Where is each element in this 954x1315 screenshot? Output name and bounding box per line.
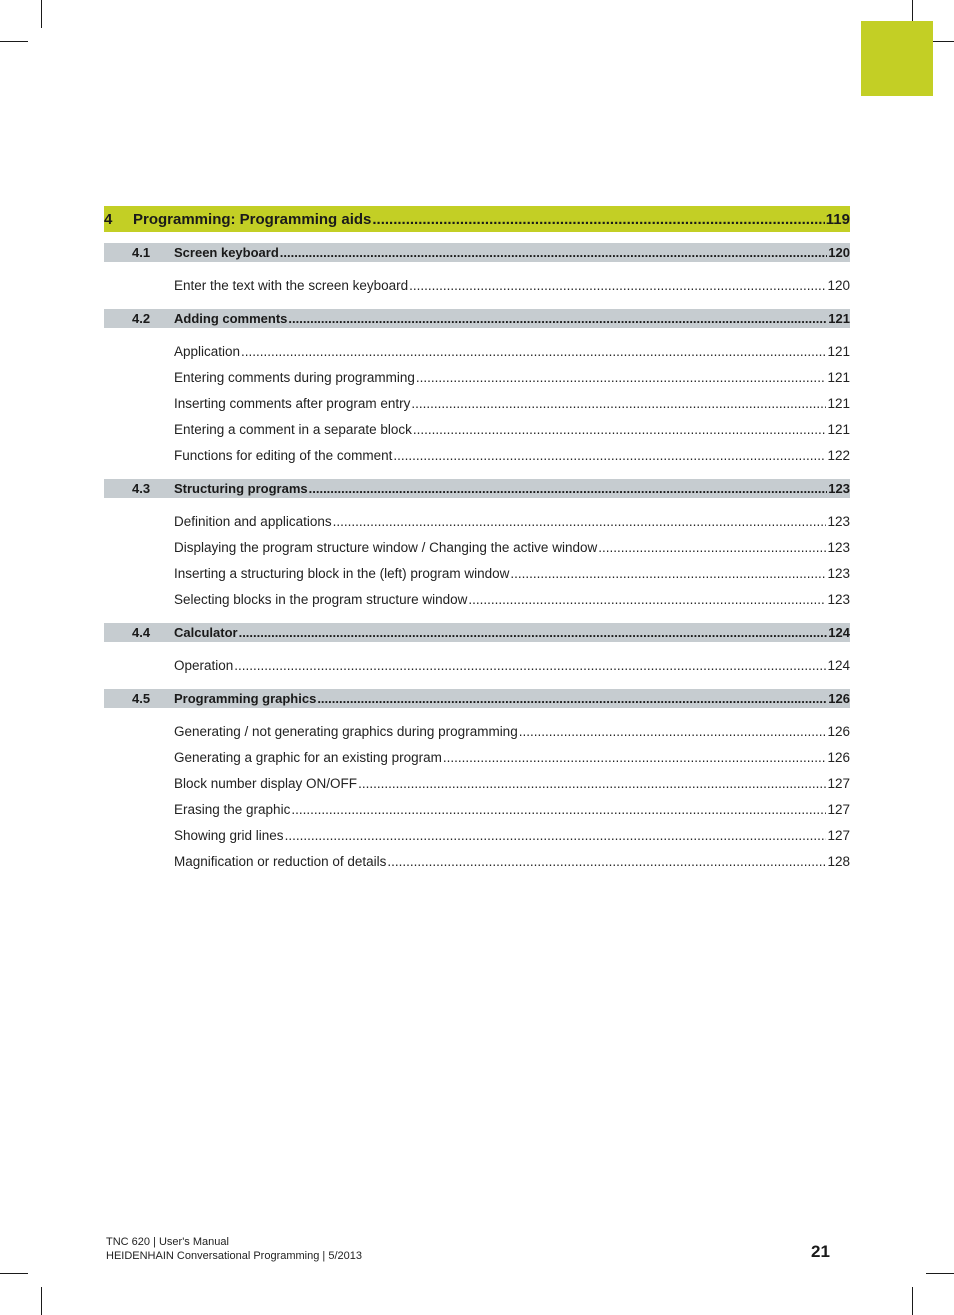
entry-page: 123 — [827, 513, 850, 529]
section-heading[interactable] — [104, 479, 850, 498]
leader-dots — [510, 566, 826, 581]
leader-dots — [416, 370, 827, 385]
entry-title: Application — [174, 343, 241, 359]
toc-entry[interactable] — [104, 718, 850, 744]
entry-page: 121 — [827, 421, 850, 437]
entry-page: 122 — [827, 447, 850, 463]
toc-entry[interactable] — [104, 796, 850, 822]
section-page: 124 — [828, 625, 850, 640]
entry-title: Functions for editing of the comment — [174, 447, 393, 463]
crop-mark — [926, 1273, 954, 1274]
leader-dots — [288, 311, 827, 326]
leader-dots — [372, 211, 824, 228]
entry-page: 127 — [827, 801, 850, 817]
crop-mark — [0, 1273, 28, 1274]
section-number: 4.2 — [132, 311, 151, 326]
section-list — [104, 243, 850, 874]
leader-dots — [411, 396, 826, 411]
section-number: 4.4 — [132, 625, 151, 640]
crop-mark — [0, 41, 28, 42]
leader-dots — [239, 625, 828, 640]
entry-page: 127 — [827, 775, 850, 791]
entry-title: Selecting blocks in the program structure window — [174, 591, 468, 607]
toc-entry[interactable] — [104, 822, 850, 848]
chapter-tab-marker — [861, 21, 933, 96]
entry-title: Inserting comments after program entry — [174, 395, 411, 411]
leader-dots — [409, 278, 826, 293]
entry-list — [104, 642, 850, 678]
section-heading[interactable] — [104, 309, 850, 328]
crop-mark — [912, 1287, 913, 1315]
leader-dots — [598, 540, 826, 555]
toc-entry[interactable] — [104, 848, 850, 874]
entry-title: Operation — [174, 657, 234, 673]
entry-page: 121 — [827, 369, 850, 385]
toc-entry[interactable] — [104, 508, 850, 534]
toc-entry[interactable] — [104, 338, 850, 364]
crop-mark — [41, 1287, 42, 1315]
toc-entry[interactable] — [104, 364, 850, 390]
chapter-number: 4 — [104, 210, 113, 228]
toc-entry[interactable] — [104, 652, 850, 678]
entry-page: 123 — [827, 539, 850, 555]
entry-title: Entering comments during programming — [174, 369, 415, 385]
leader-dots — [358, 776, 826, 791]
entry-list — [104, 328, 850, 468]
entry-page: 123 — [827, 565, 850, 581]
toc-entry[interactable] — [104, 442, 850, 468]
entry-page: 121 — [827, 343, 850, 359]
entry-list — [104, 262, 850, 298]
leader-dots — [333, 514, 827, 529]
table-of-contents — [104, 206, 850, 874]
leader-dots — [241, 344, 826, 359]
leader-dots — [309, 481, 828, 496]
toc-entry[interactable] — [104, 560, 850, 586]
chapter-title: Programming: Programming aids — [133, 210, 372, 228]
footer — [106, 1235, 362, 1263]
entry-title: Showing grid lines — [174, 827, 284, 843]
entry-page: 123 — [827, 591, 850, 607]
entry-title: Magnification or reduction of details — [174, 853, 387, 869]
footer-manual: TNC 620 | User's Manual — [106, 1236, 229, 1248]
entry-page: 127 — [827, 827, 850, 843]
entry-page: 121 — [827, 395, 850, 411]
leader-dots — [285, 828, 827, 843]
entry-title: Enter the text with the screen keyboard — [174, 277, 409, 293]
section-page: 123 — [828, 481, 850, 496]
entry-title: Generating a graphic for an existing program — [174, 749, 442, 765]
leader-dots — [317, 691, 827, 706]
toc-entry[interactable] — [104, 390, 850, 416]
toc-entry[interactable] — [104, 534, 850, 560]
toc-entry[interactable] — [104, 744, 850, 770]
entry-list — [104, 708, 850, 874]
section-number: 4.3 — [132, 481, 151, 496]
leader-dots — [387, 854, 826, 869]
section-title: Calculator — [174, 625, 238, 640]
entry-title: Definition and applications — [174, 513, 332, 529]
leader-dots — [413, 422, 827, 437]
entry-page: 126 — [827, 723, 850, 739]
leader-dots — [519, 724, 827, 739]
toc-entry[interactable] — [104, 770, 850, 796]
toc-entry[interactable] — [104, 272, 850, 298]
entry-page: 128 — [827, 853, 850, 869]
chapter-page: 119 — [825, 210, 850, 228]
section-number: 4.1 — [132, 245, 151, 260]
section-page: 121 — [828, 311, 850, 326]
entry-page: 126 — [827, 749, 850, 765]
section-page: 120 — [828, 245, 850, 260]
leader-dots — [443, 750, 827, 765]
footer-publisher: HEIDENHAIN Conversational Programming | 5/2013 — [106, 1250, 362, 1262]
leader-dots — [291, 802, 826, 817]
entry-page: 120 — [827, 277, 850, 293]
section-page: 126 — [828, 691, 850, 706]
section-number: 4.5 — [132, 691, 151, 706]
entry-title: Erasing the graphic — [174, 801, 291, 817]
toc-entry[interactable] — [104, 586, 850, 612]
crop-mark — [41, 0, 42, 28]
section-heading[interactable] — [104, 689, 850, 708]
section-title: Programming graphics — [174, 691, 317, 706]
section-heading[interactable] — [104, 243, 850, 262]
leader-dots — [280, 245, 828, 260]
section-heading[interactable] — [104, 623, 850, 642]
entry-title: Block number display ON/OFF — [174, 775, 358, 791]
chapter-heading[interactable] — [104, 206, 850, 232]
entry-title: Generating / not generating graphics during programming — [174, 723, 518, 739]
leader-dots — [468, 592, 826, 607]
page-number: 21 — [811, 1242, 830, 1261]
entry-list — [104, 498, 850, 612]
section-title: Screen keyboard — [174, 245, 279, 260]
entry-title: Entering a comment in a separate block — [174, 421, 412, 437]
section-title: Adding comments — [174, 311, 288, 326]
entry-page: 124 — [827, 657, 850, 673]
leader-dots — [234, 658, 826, 673]
entry-title: Inserting a structuring block in the (left) program window — [174, 565, 510, 581]
leader-dots — [393, 448, 826, 463]
section-title: Structuring programs — [174, 481, 308, 496]
toc-entry[interactable] — [104, 416, 850, 442]
entry-title: Displaying the program structure window / Changing the active window — [174, 539, 598, 555]
